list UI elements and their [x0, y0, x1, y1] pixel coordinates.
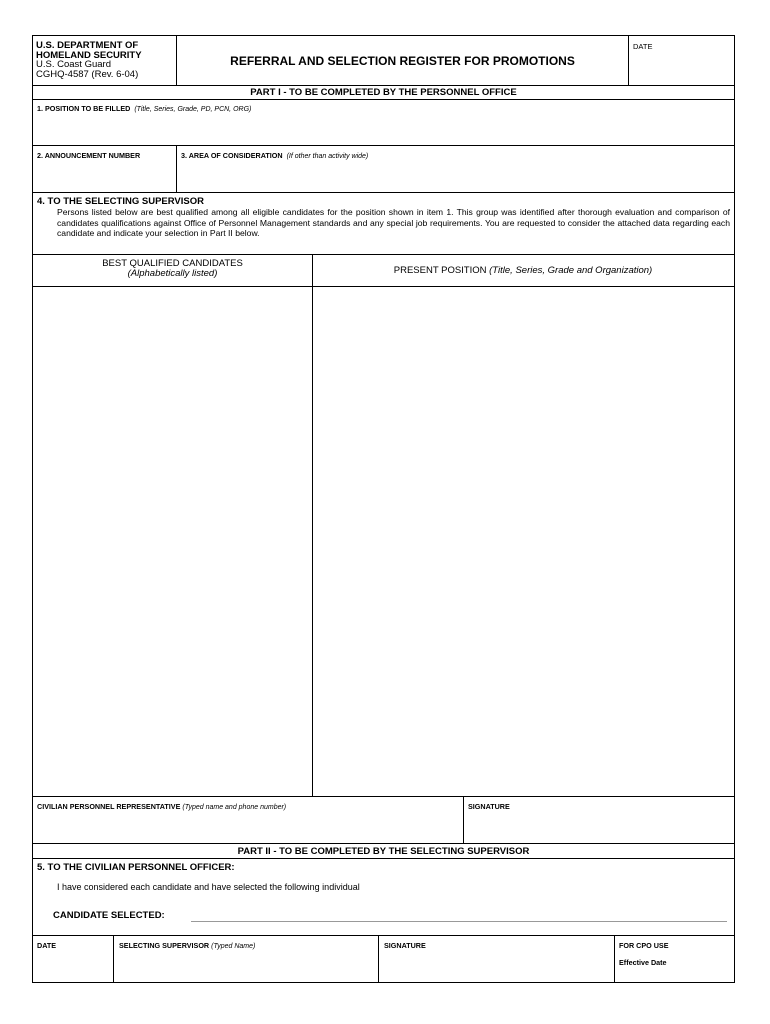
announcement-number-label: 2. ANNOUNCEMENT NUMBER	[37, 151, 141, 160]
form-title: REFERRAL AND SELECTION REGISTER FOR PROMOTIONS	[230, 54, 575, 68]
dept-line2: HOMELAND SECURITY	[36, 49, 142, 61]
cpo-use-label: FOR CPO USE	[619, 941, 669, 950]
effective-date-field[interactable]	[615, 966, 733, 981]
item4-heading: 4. TO THE SELECTING SUPERVISOR	[37, 196, 204, 207]
selection-date-label: DATE	[37, 941, 57, 950]
part2-heading: PART II - TO BE COMPLETED BY THE SELECTING SUPERVISOR	[237, 846, 530, 857]
supervisor-signature-label: SIGNATURE	[384, 941, 426, 950]
present-position-column-header: PRESENT POSITION (Title, Series, Grade and Organization)	[393, 265, 653, 276]
personnel-representative-field[interactable]	[33, 811, 462, 842]
agency-block	[36, 41, 176, 80]
candidate-selected-field[interactable]	[191, 908, 727, 922]
selection-date-field[interactable]	[33, 950, 112, 981]
date-field[interactable]	[629, 52, 733, 84]
selecting-supervisor-label: SELECTING SUPERVISOR (Typed Name)	[119, 941, 256, 950]
representative-signature-field[interactable]	[464, 811, 733, 842]
selecting-supervisor-field[interactable]	[114, 950, 377, 981]
part1-heading: PART I - TO BE COMPLETED BY THE PERSONNEL OFFICE	[250, 87, 517, 98]
area-of-consideration-label: 3. AREA OF CONSIDERATION (If other than activity wide)	[181, 151, 369, 160]
item5-heading: 5. TO THE CIVILIAN PERSONNEL OFFICER:	[37, 862, 235, 873]
agency-name: U.S. Coast Guard	[36, 59, 111, 70]
position-label: 1. POSITION TO BE FILLED (Title, Series, Grade, PD, PCN, ORG)	[37, 104, 252, 113]
candidate-selected-label: CANDIDATE SELECTED:	[53, 910, 165, 921]
position-field[interactable]	[33, 113, 733, 144]
representative-signature-label: SIGNATURE	[468, 802, 510, 811]
supervisor-signature-field[interactable]	[379, 950, 613, 981]
candidates-column-header: BEST QUALIFIED CANDIDATES (Alphabetically listed)	[102, 258, 243, 279]
area-of-consideration-field[interactable]	[177, 160, 733, 191]
form-number: CGHQ-4587 (Rev. 6-04)	[36, 69, 139, 80]
announcement-number-field[interactable]	[33, 160, 175, 191]
present-position-list-area[interactable]	[313, 287, 733, 795]
dept-line1: U.S. DEPARTMENT OF	[36, 40, 139, 51]
item4-instructions: Persons listed below are best qualified among all eligible candidates for the position shown in item 1. This group was identified after thorough evaluation and comparison of candidates qualifications against Office of Personnel Management standards and any special job requirements. You are requested to consider the attached data regarding each candidate and indicate your selection in Part II below.	[57, 207, 730, 238]
promotion-register-form	[32, 35, 735, 983]
date-label: DATE	[633, 42, 653, 51]
candidates-list-area[interactable]	[33, 287, 311, 795]
effective-date-label: Effective Date	[619, 958, 667, 967]
item5-statement: I have considered each candidate and have selected the following individual	[57, 882, 360, 892]
personnel-representative-label: CIVILIAN PERSONNEL REPRESENTATIVE (Typed name and phone number)	[37, 802, 287, 811]
